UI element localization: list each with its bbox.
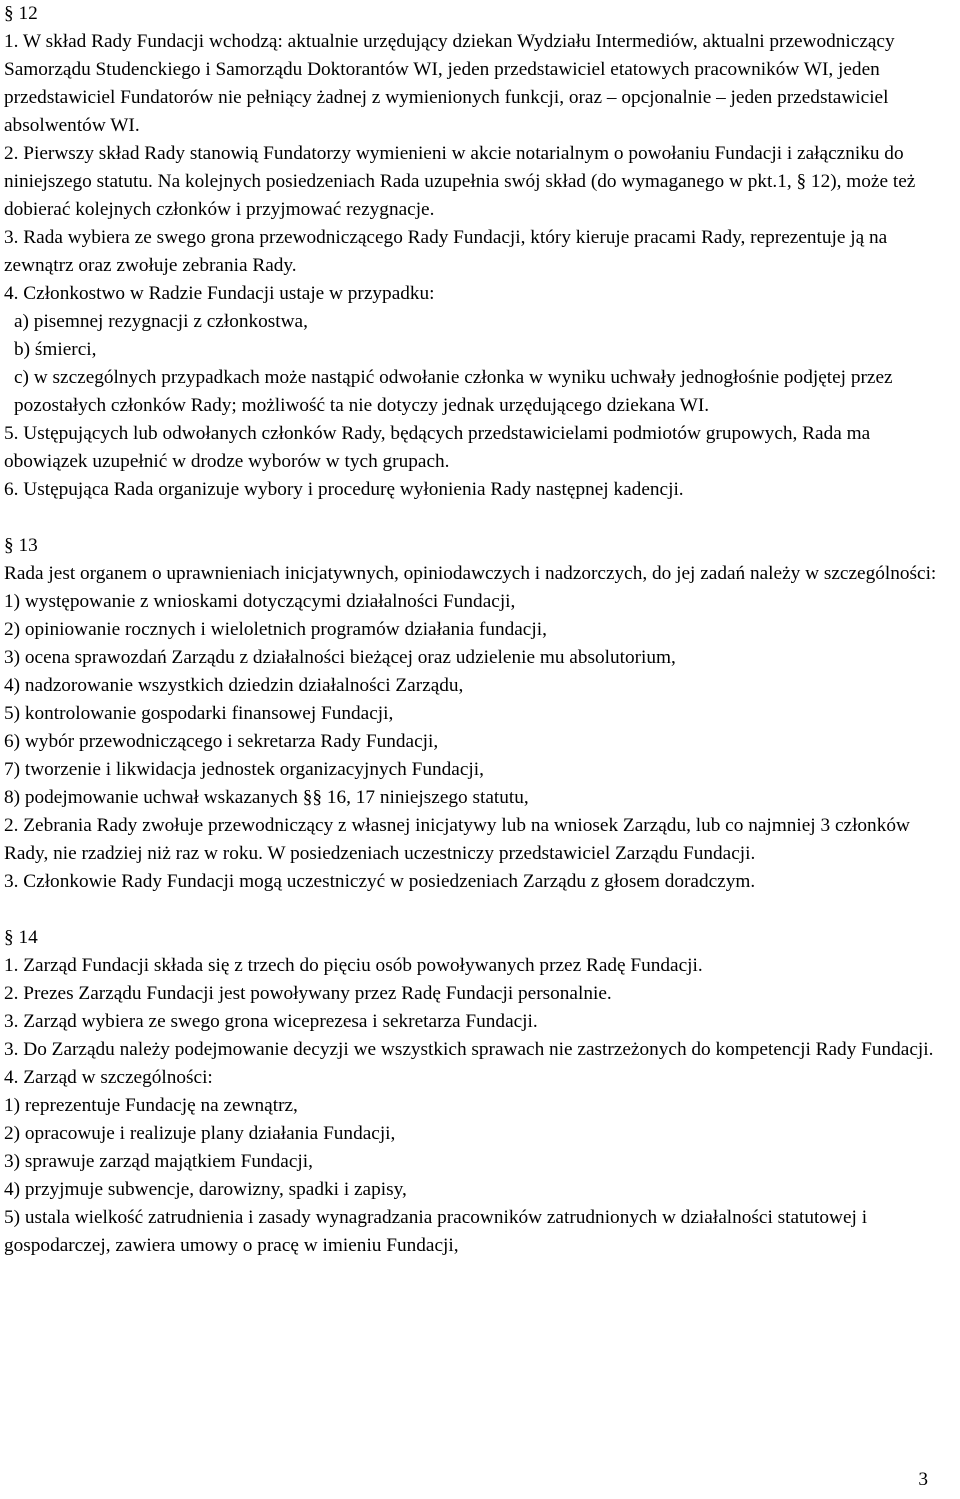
section-13-item-3: 3) ocena sprawozdań Zarządu z działalności bieżącej oraz udzielenie mu absolutorium,: [4, 647, 676, 668]
section-14-item-2: 2. Prezes Zarządu Fundacji jest powoływany przez Radę Fundacji personalnie.: [4, 983, 612, 1004]
section-12-subitem-c: c) w szczególnych przypadkach może nastąpić odwołanie członka w wyniku uchwały jednogłośnie podjętej przez pozostałych członków Rady; możliwość ta nie dotyczy jednak urzędującego dziekana WI.: [14, 367, 893, 416]
section-12-title: § 12: [4, 3, 38, 24]
section-14-item-3: 3. Zarząd wybiera ze swego grona wiceprezesa i sekretarza Fundacji.: [4, 1011, 538, 1032]
section-14-duty-2: 2) opracowuje i realizuje plany działania Fundacji,: [4, 1123, 396, 1144]
section-14-duty-3: 3) sprawuje zarząd majątkiem Fundacji,: [4, 1151, 313, 1172]
section-12-subitem-b: b) śmierci,: [14, 339, 97, 360]
section-spacer: [4, 896, 956, 924]
section-12-subitem-a: a) pisemnej rezygnacji z członkostwa,: [14, 311, 308, 332]
section-12-item-4: 4. Członkostwo w Radzie Fundacji ustaje w przypadku:: [4, 283, 435, 304]
section-14-duty-4: 4) przyjmuje subwencje, darowizny, spadki i zapisy,: [4, 1179, 407, 1200]
section-13-intro: Rada jest organem o uprawnieniach inicjatywnych, opiniodawczych i nadzorczych, do jej zadań należy w szczególności:: [4, 563, 937, 584]
section-14-duty-5: 5) ustala wielkość zatrudnienia i zasady wynagradzania pracowników zatrudnionych w działalności statutowej i gospodarczej, zawiera umowy o pracę w imieniu Fundacji,: [4, 1207, 868, 1256]
section-12-item-3: 3. Rada wybiera ze swego grona przewodniczącego Rady Fundacji, który kieruje pracami Rady, reprezentuje ją na zewnątrz oraz zwołuje zebrania Rady.: [4, 227, 888, 276]
section-14-item-3b: 3. Do Zarządu należy podejmowanie decyzji we wszystkich sprawach nie zastrzeżonych do kompetencji Rady Fundacji.: [4, 1039, 934, 1060]
section-13-paragraph-2: 2. Zebrania Rady zwołuje przewodniczący z własnej inicjatywy lub na wniosek Zarządu, lub co najmniej 3 członków Rady, nie rzadziej niż raz w roku. W posiedzeniach uczestniczy przedstawiciel Zarządu Fundacji.: [4, 815, 910, 864]
section-14-item-1: 1. Zarząd Fundacji składa się z trzech do pięciu osób powoływanych przez Radę Fundacji.: [4, 955, 703, 976]
section-12-item-6: 6. Ustępująca Rada organizuje wybory i procedurę wyłonienia Rady następnej kadencji.: [4, 479, 684, 500]
section-13-item-8: 8) podejmowanie uchwał wskazanych §§ 16, 17 niniejszego statutu,: [4, 787, 529, 808]
section-spacer: [4, 504, 956, 532]
section-13-item-7: 7) tworzenie i likwidacja jednostek organizacyjnych Fundacji,: [4, 759, 484, 780]
section-13-item-1: 1) występowanie z wnioskami dotyczącymi działalności Fundacji,: [4, 591, 516, 612]
section-12-item-1: 1. W skład Rady Fundacji wchodzą: aktualnie urzędujący dziekan Wydziału Intermediów, aktualni przewodniczący Samorządu Studenckiego i Samorządu Doktorantów WI, jeden przedstawiciel etatowych pracowników WI, jeden przedstawiciel Fundatorów nie pełniący żadnej z wymienionych funkcji, oraz – opcjonalnie – jeden przedstawiciel absolwentów WI.: [4, 31, 895, 136]
section-14-duty-1: 1) reprezentuje Fundację na zewnątrz,: [4, 1095, 298, 1116]
section-13-title: § 13: [4, 535, 38, 556]
section-14-title: § 14: [4, 927, 38, 948]
section-12: [4, 0, 956, 504]
section-13-item-5: 5) kontrolowanie gospodarki finansowej Fundacji,: [4, 703, 394, 724]
section-13: [4, 532, 956, 896]
section-13-item-2: 2) opiniowanie rocznych i wieloletnich programów działania fundacji,: [4, 619, 547, 640]
section-13-item-4: 4) nadzorowanie wszystkich dziedzin działalności Zarządu,: [4, 675, 464, 696]
section-12-item-2: 2. Pierwszy skład Rady stanowią Fundatorzy wymienieni w akcie notarialnym o powołaniu Fundacji i załączniku do niniejszego statutu. Na kolejnych posiedzeniach Rada uzupełnia swój skład (do wymaganego w pkt.1, § 12), może też dobierać kolejnych członków i przyjmować rezygnacje.: [4, 143, 916, 220]
section-12-item-5: 5. Ustępujących lub odwołanych członków Rady, będących przedstawicielami podmiotów grupowych, Rada ma obowiązek uzupełnić w drodze wyborów w tych grupach.: [4, 423, 871, 472]
section-14: [4, 924, 956, 1260]
section-13-paragraph-3: 3. Członkowie Rady Fundacji mogą uczestniczyć w posiedzeniach Zarządu z głosem doradczym.: [4, 871, 756, 892]
section-14-item-4: 4. Zarząd w szczególności:: [4, 1067, 213, 1088]
section-13-item-6: 6) wybór przewodniczącego i sekretarza Rady Fundacji,: [4, 731, 439, 752]
page-number: 3: [918, 1469, 928, 1490]
